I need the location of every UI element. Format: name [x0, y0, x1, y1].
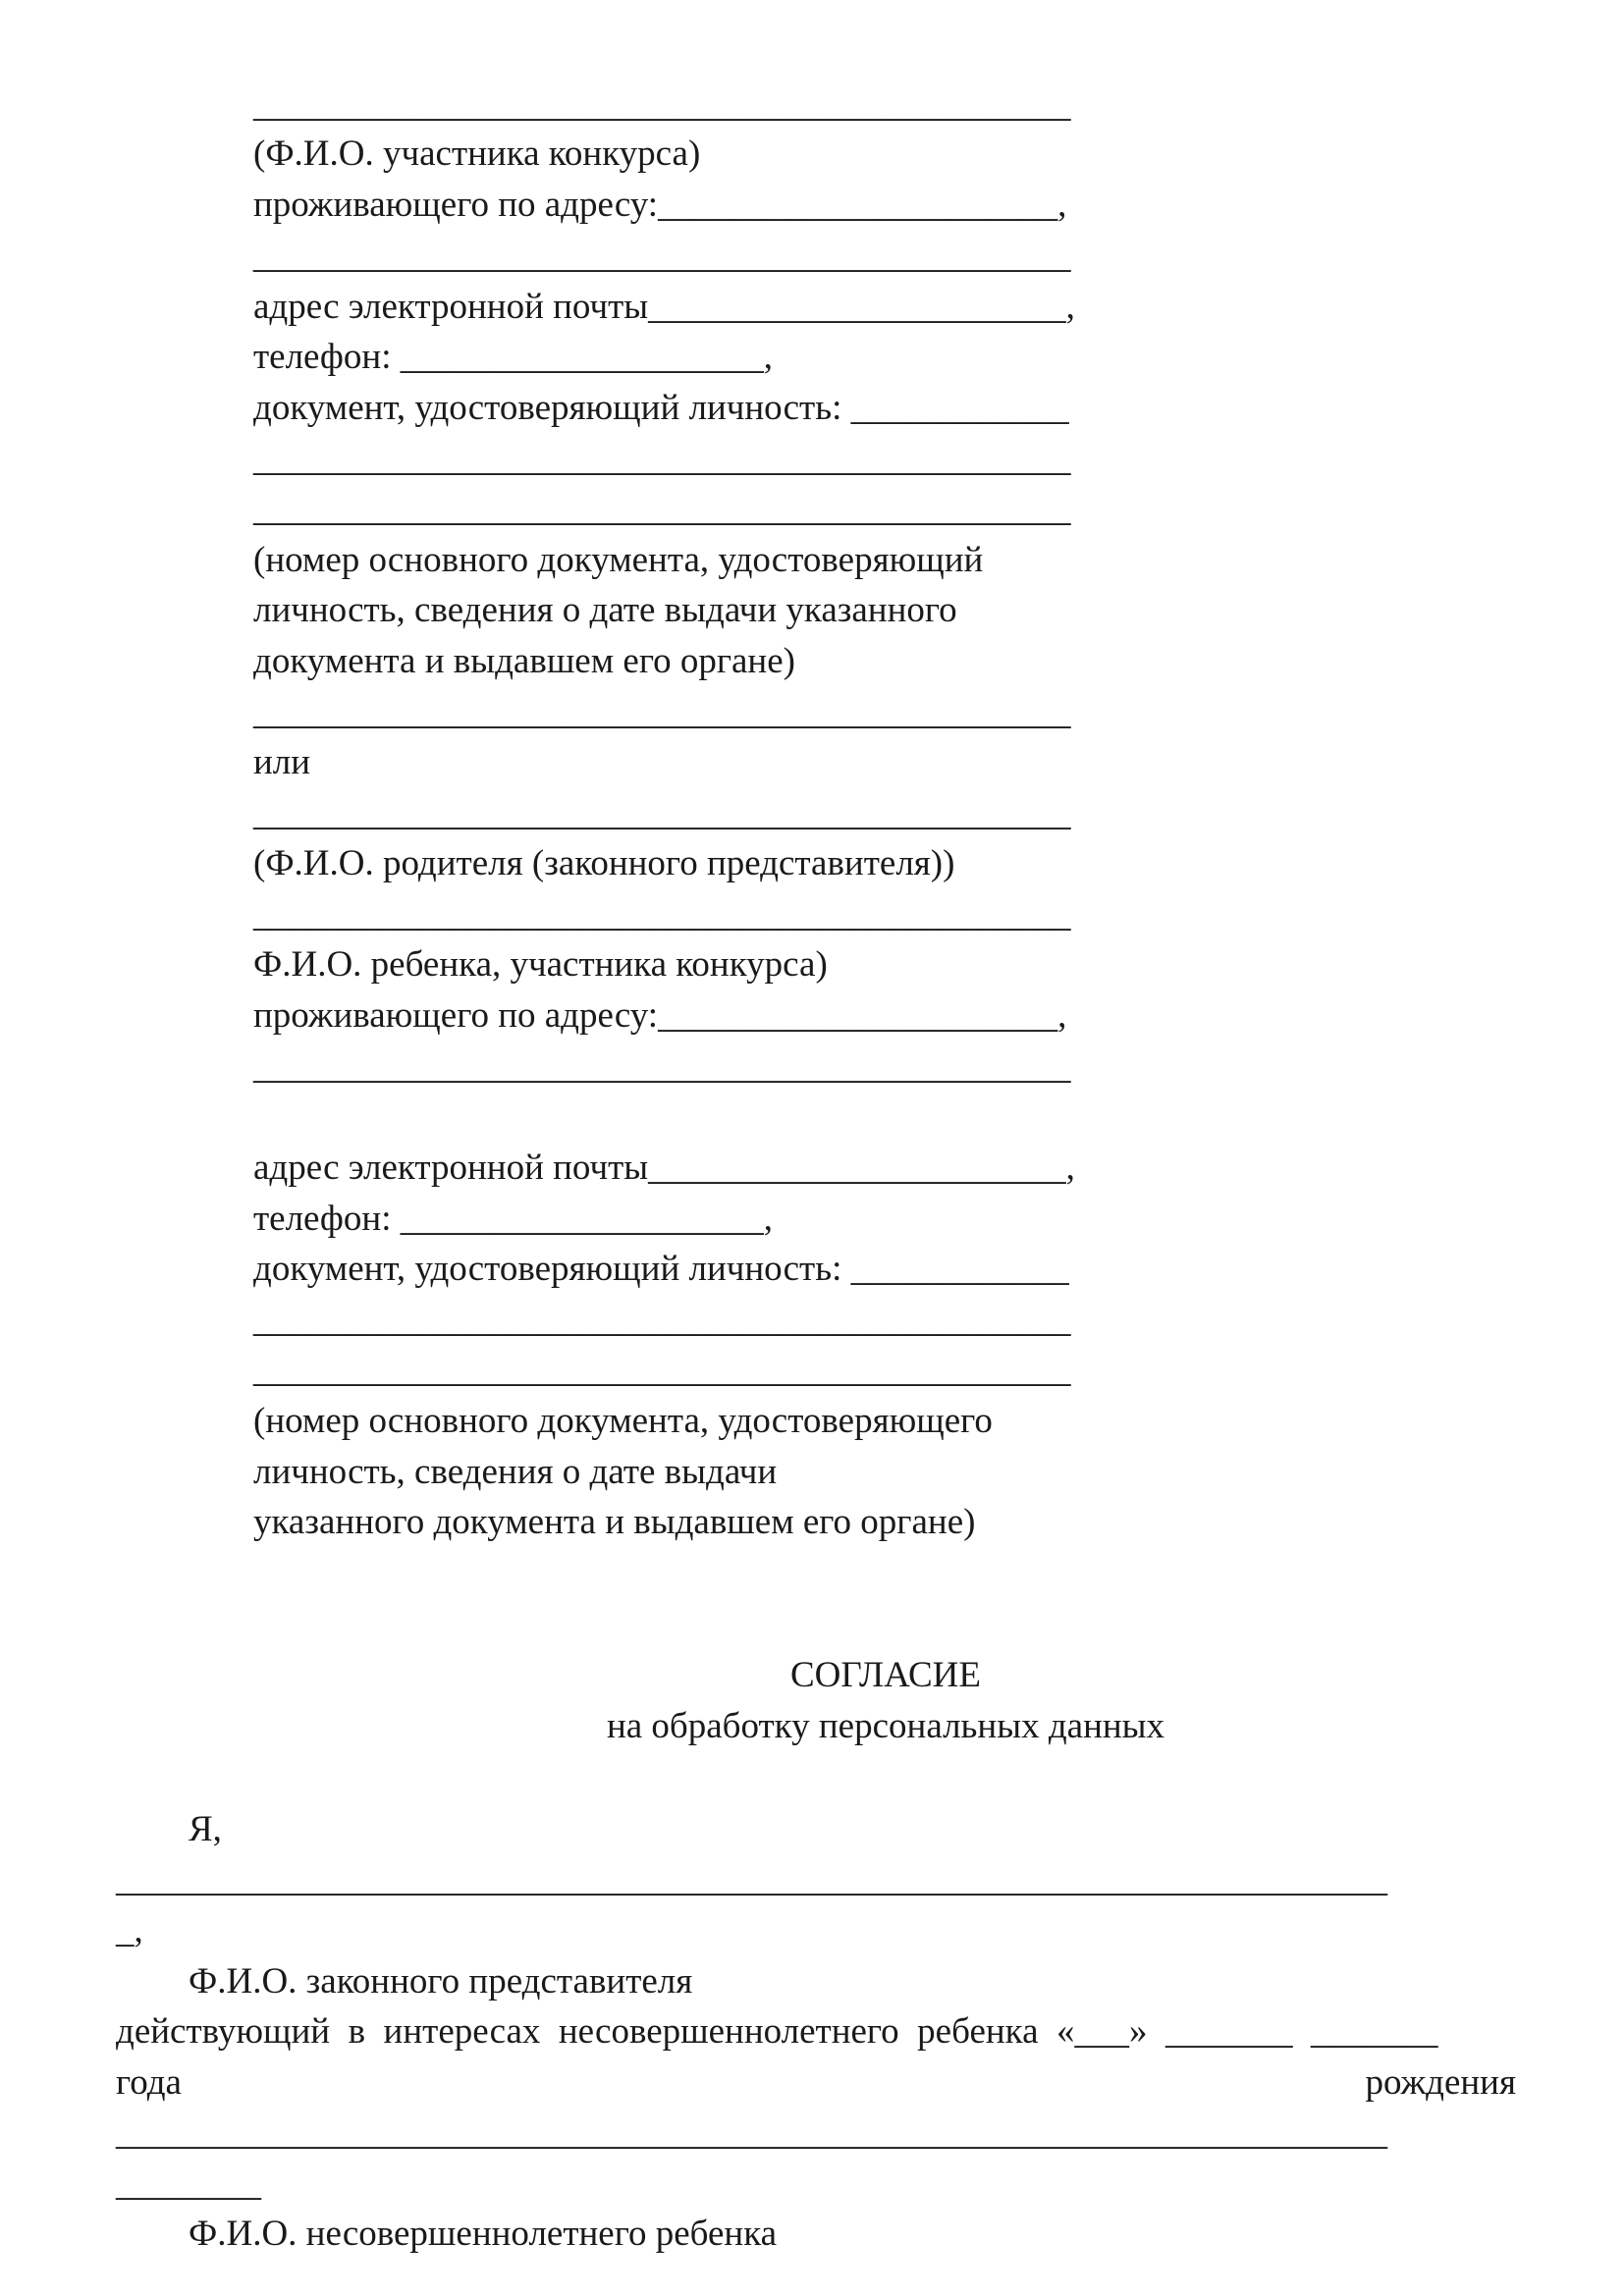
separator-line-2: _____________________________________________: [253, 793, 1071, 833]
child-fio-caption: Ф.И.О. ребенка, участника конкурса): [253, 944, 828, 985]
legal-representative-caption: Ф.И.О. законного представителя: [189, 1961, 693, 2002]
child-id-doc-line-1: _____________________________________________: [253, 1300, 1071, 1340]
year-label: года: [116, 2062, 182, 2103]
participant-email-label: адрес электронной почты_______________________,: [253, 287, 1075, 327]
representative-fio-line: ______________________________________________________________________: [116, 1859, 1387, 1899]
child-address-label: проживающего по адресу:______________________,: [253, 995, 1067, 1036]
participant-phone-label: телефон: ____________________,: [253, 337, 773, 377]
or-label: или: [253, 742, 311, 782]
child-email-label: адрес электронной почты_______________________,: [253, 1148, 1075, 1188]
child-phone-label: телефон: ____________________,: [253, 1199, 773, 1239]
document-subtitle: на обработку персональных данных: [606, 1706, 1165, 1746]
participant-fio-line: _____________________________________________: [253, 84, 1071, 125]
child-id-doc-line-2: _____________________________________________: [253, 1350, 1071, 1390]
participant-id-doc-label: документ, удостоверяющий личность: ____________: [253, 388, 1069, 428]
participant-address-label: проживающего по адресу:______________________,: [253, 185, 1067, 225]
acting-in-interests-text: действующий в интересах несовершеннолетнего ребенка «___» _______ _______: [116, 2011, 1438, 2052]
participant-id-doc-caption-2: личность, сведения о дате выдачи указанного: [253, 590, 957, 630]
representative-fio-line-tail: _,: [116, 1910, 143, 1950]
participant-fio-caption: (Ф.И.О. участника конкурса): [253, 133, 701, 174]
child-fio-line: _____________________________________________: [253, 894, 1071, 934]
participant-address-cont: _____________________________________________: [253, 236, 1071, 276]
child-id-doc-caption-1: (номер основного документа, удостоверяющего: [253, 1401, 993, 1441]
child-id-doc-caption-2: личность, сведения о дате выдачи: [253, 1452, 778, 1492]
child-id-doc-label: документ, удостоверяющий личность: ____________: [253, 1249, 1069, 1289]
minor-fio-line: ______________________________________________________________________: [116, 2112, 1387, 2153]
birth-label: рождения: [1365, 2062, 1516, 2103]
year-birth-row: [116, 2062, 1516, 2104]
minor-fio-caption: Ф.И.О. несовершеннолетнего ребенка: [189, 2214, 778, 2254]
i-label: Я,: [189, 1809, 222, 1849]
child-address-cont: _____________________________________________: [253, 1046, 1071, 1087]
participant-id-doc-caption-1: (номер основного документа, удостоверяющий: [253, 540, 984, 580]
separator-line-1: _____________________________________________: [253, 692, 1071, 732]
participant-id-doc-line-1: _____________________________________________: [253, 439, 1071, 479]
participant-id-doc-line-2: _____________________________________________: [253, 489, 1071, 529]
document-title: СОГЛАСИЕ: [790, 1655, 981, 1695]
child-id-doc-caption-3: указанного документа и выдавшем его органе): [253, 1502, 976, 1542]
minor-fio-line-tail: ________: [116, 2163, 261, 2204]
parent-fio-caption: (Ф.И.О. родителя (законного представителя)): [253, 843, 955, 883]
participant-id-doc-caption-3: документа и выдавшем его органе): [253, 641, 795, 681]
